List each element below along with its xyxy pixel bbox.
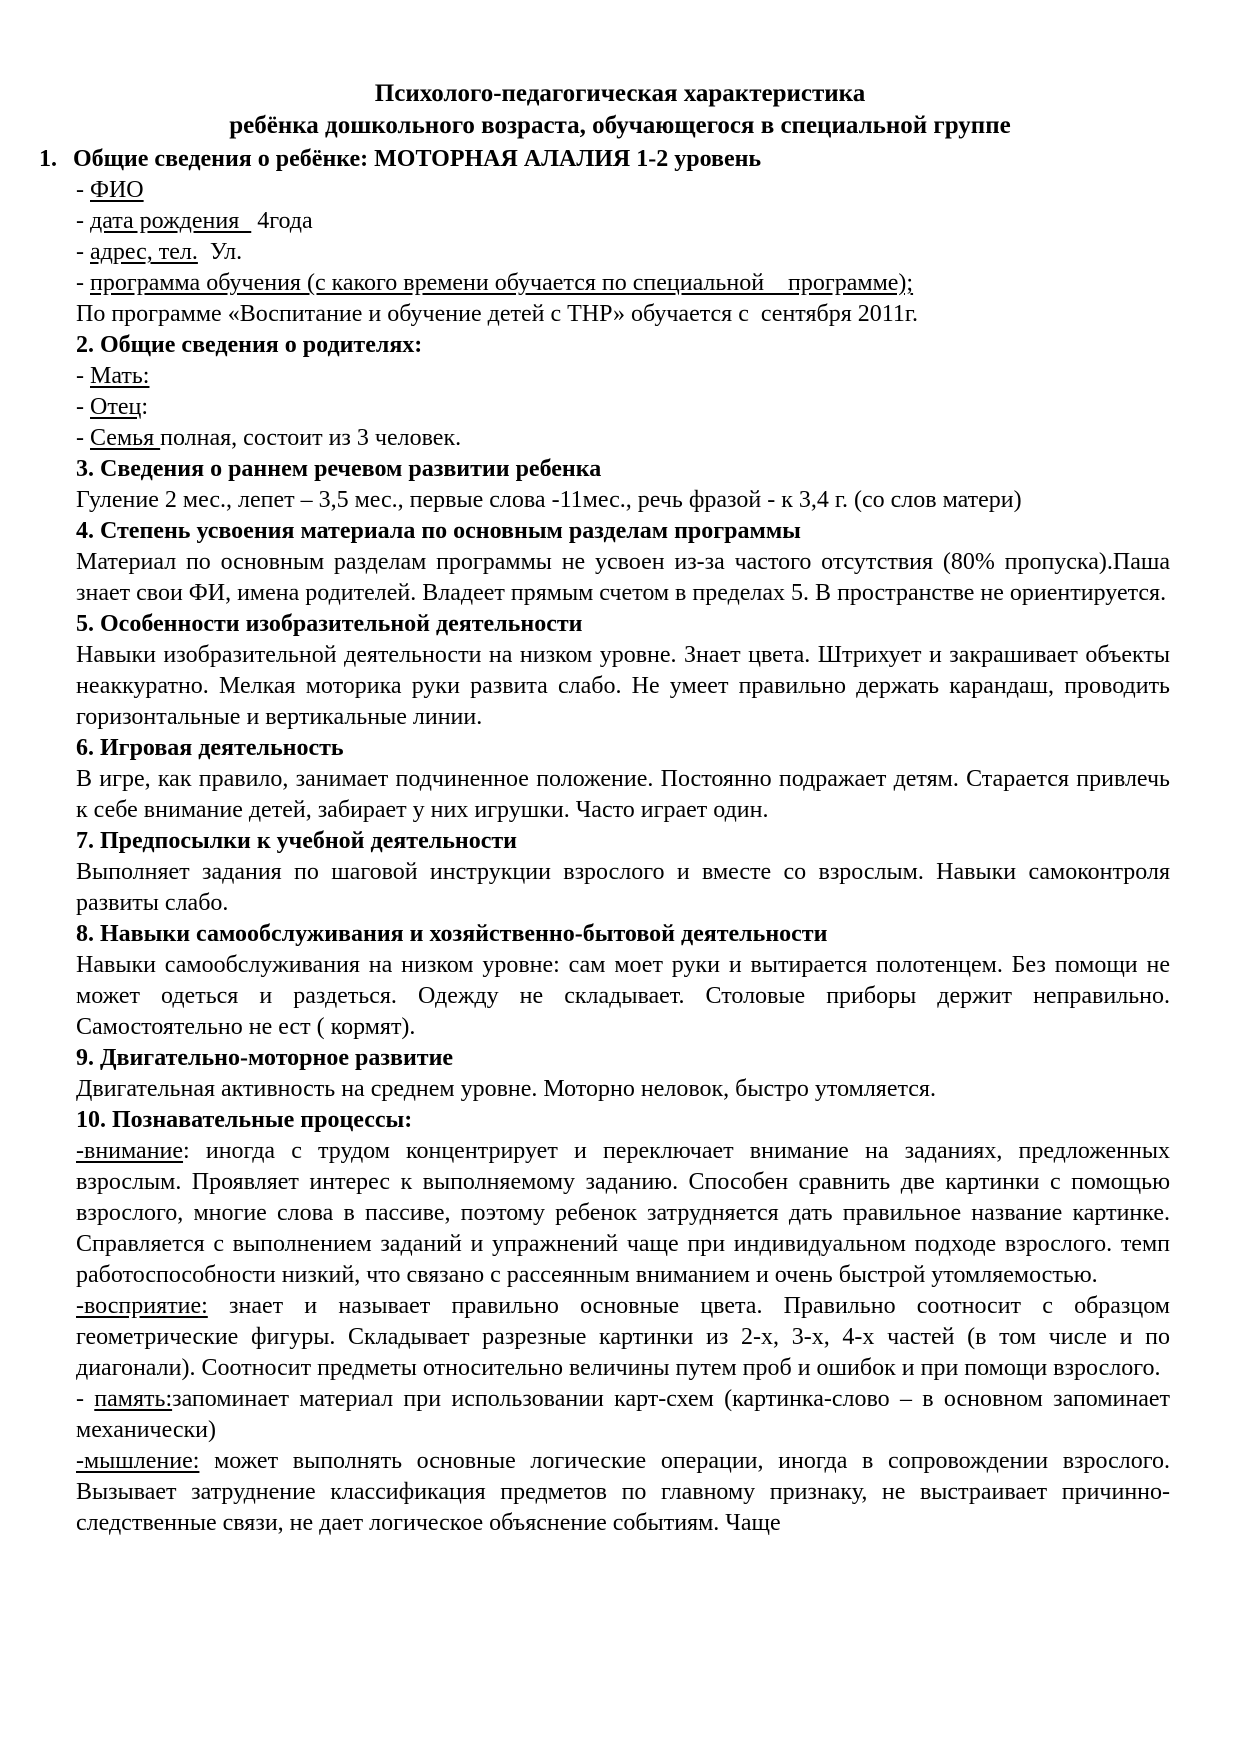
document-title-line-2: ребёнка дошкольного возраста, обучающегося в специальной группе <box>229 112 1011 139</box>
thinking-paragraph <box>76 1446 1170 1539</box>
field-family-label: Семья <box>90 425 161 451</box>
thinking-label: -мышление: <box>76 1448 200 1474</box>
section-4-text: Материал по основным разделам программы не усвоен из-за частого отсутствия (80% пропуска).Паша знает свои ФИ, имена родителей. Владеет прямым счетом в пределах 5. В пространстве не ориентируется. <box>76 549 1170 606</box>
perception-paragraph <box>76 1291 1170 1384</box>
field-program <box>76 268 1170 299</box>
field-program-text: По программе «Воспитание и обучение детей с ТНР» обучается с сентября 2011г. <box>76 301 919 327</box>
attention-text: : иногда с трудом концентрирует и переключает внимание на заданиях, предложенных взрослым. Проявляет интерес к выполняемому заданию. Способен сравнить две картинки с помощью взрослого, многие слова в пассиве, поэтому ребенок затрудняется дать правильное название картинке. Справляется с выполнением заданий и упражнений чаще при индивидуальном подходе взрослого. темп работоспособности низкий, что связано с рассеянным вниманием и очень быстрой утомляемостью. <box>76 1138 1170 1288</box>
perception-text: знает и называет правильно основные цвета. Правильно соотносит с образцом геометрические фигуры. Складывает разрезные картинки из 2-х, 3-х, 4-х частей (в том числе и по диагонали). Соотносит предметы относительно величины путем проб и ошибок и при помощи взрослого. <box>76 1293 1170 1381</box>
section-1-heading <box>39 144 1170 175</box>
field-family <box>76 423 1170 454</box>
memory-paragraph <box>76 1384 1170 1446</box>
thinking-text: может выполнять основные логические операции, иногда в сопровождении взрослого. Вызывает затруднение классификация предметов по главному признаку, не выстраивает причинно-следственные связи, не дает логическое объяснение событиям. Чаще <box>76 1448 1170 1536</box>
field-father <box>76 392 1170 423</box>
memory-prefix: - <box>76 1386 95 1412</box>
section-7-text: Выполняет задания по шаговой инструкции взрослого и вместе со взрослым. Навыки самоконтроля развиты слабо. <box>76 859 1170 916</box>
field-father-label: Отец <box>90 394 142 420</box>
field-program-label: программа обучения (с какого времени обучается по специальной программе); <box>90 270 914 296</box>
section-3-heading: 3. Сведения о раннем речевом развитии ребенка <box>76 456 602 482</box>
field-fio-label: ФИО <box>90 177 144 203</box>
section-2-heading: 2. Общие сведения о родителях: <box>76 332 423 358</box>
field-program-prefix: - <box>76 270 90 296</box>
section-3-text: Гуление 2 мес., лепет – 3,5 мес., первые слова -11мес., речь фразой - к 3,4 г. (со слов матери) <box>76 487 1022 513</box>
document-body <box>39 144 1170 1539</box>
field-mother <box>76 361 1170 392</box>
field-mother-prefix: - <box>76 363 90 389</box>
field-family-value: полная, состоит из 3 человек. <box>160 425 462 451</box>
section-10-heading: 10. Познавательные процессы: <box>76 1107 413 1133</box>
section-9-text: Двигательная активность на среднем уровне. Моторно неловок, быстро утомляется. <box>76 1076 936 1102</box>
field-birthdate-prefix: - <box>76 208 90 234</box>
section-7-heading: 7. Предпосылки к учебной деятельности <box>76 828 517 854</box>
perception-label: -восприятие: <box>76 1293 208 1319</box>
section-1-number: 1. <box>39 146 57 172</box>
field-address-prefix: - <box>76 239 90 265</box>
field-father-prefix: - <box>76 394 90 420</box>
section-6-text: В игре, как правило, занимает подчиненное положение. Постоянно подражает детям. Старается привлечь к себе внимание детей, забирает у них игрушки. Часто играет один. <box>76 766 1170 823</box>
field-fio <box>76 175 1170 206</box>
field-family-prefix: - <box>76 425 90 451</box>
field-address <box>76 237 1170 268</box>
section-5-text: Навыки изобразительной деятельности на низком уровне. Знает цвета. Штрихует и закрашивает объекты неаккуратно. Мелкая моторика руки развита слабо. Не умеет правильно держать карандаш, проводить горизонтальные и вертикальные линии. <box>76 642 1170 730</box>
field-birthdate-label: дата рождения <box>90 208 252 234</box>
memory-label: память: <box>94 1386 173 1412</box>
section-9-heading: 9. Двигательно-моторное развитие <box>76 1045 454 1071</box>
section-6-heading: 6. Игровая деятельность <box>76 735 344 761</box>
section-8-heading: 8. Навыки самообслуживания и хозяйственно-бытовой деятельности <box>76 921 828 947</box>
field-father-colon: : <box>141 394 148 420</box>
attention-paragraph <box>76 1136 1170 1291</box>
section-8-text: Навыки самообслуживания на низком уровне: сам моет руки и вытирается полотенцем. Без помощи не может одеться и раздеться. Одежду не складывает. Столовые приборы держит неправильно. Самостоятельно не ест ( кормят). <box>76 952 1170 1040</box>
field-mother-label: Мать: <box>90 363 150 389</box>
field-birthdate-value: 4года <box>251 208 313 234</box>
field-address-label: адрес, тел. <box>90 239 198 265</box>
attention-label: -внимание <box>76 1138 184 1164</box>
field-fio-prefix: - <box>76 177 90 203</box>
section-1-heading-text: Общие сведения о ребёнке: МОТОРНАЯ АЛАЛИЯ 1-2 уровень <box>73 146 762 172</box>
section-4-heading: 4. Степень усвоения материала по основным разделам программы <box>76 518 801 544</box>
document-title-line-1: Психолого-педагогическая характеристика <box>374 80 866 107</box>
section-5-heading: 5. Особенности изобразительной деятельности <box>76 611 583 637</box>
memory-text: запоминает материал при использовании карт-схем (картинка-слово – в основном запоминает механически) <box>76 1386 1170 1443</box>
field-birthdate <box>76 206 1170 237</box>
field-address-value: Ул. <box>197 239 243 265</box>
